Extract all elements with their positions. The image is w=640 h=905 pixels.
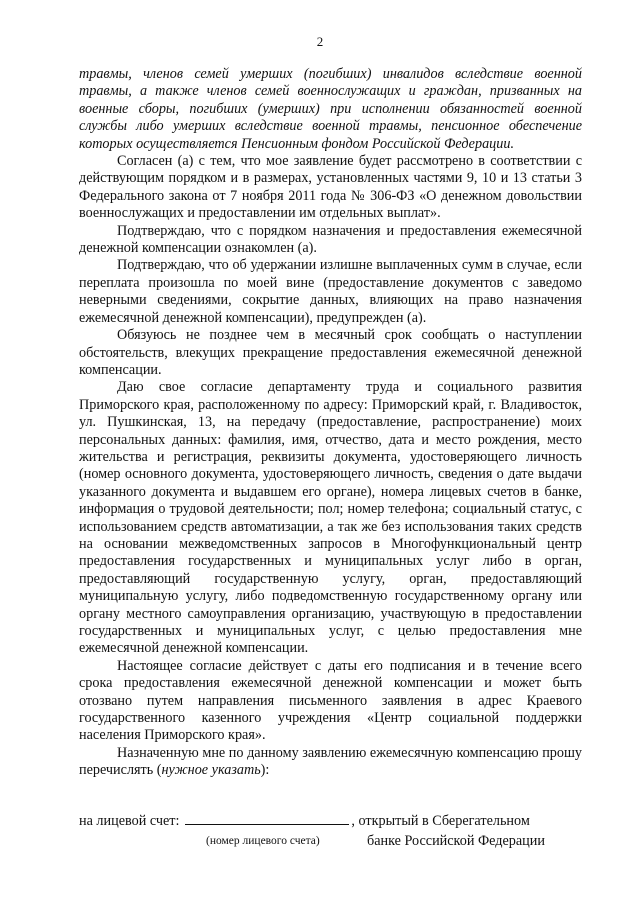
paragraph-transfer-request	[79, 745, 582, 780]
page-number: 2	[316, 34, 324, 49]
bank-name: банке Российской Федерации	[367, 833, 545, 849]
document-body	[79, 66, 582, 780]
account-number-hint: (номер лицевого счета)	[206, 835, 320, 847]
transfer-line1: Назначенную мне по данному заявлению ежемесячную компенсацию	[117, 744, 539, 761]
paragraph-consent-law: Согласен (а) с тем, что мое заявление будет рассмотрено в соответствии с действующим порядком и в размерах, установленных частями 9, 10 и 13 статьи 3 Федерального закона от 7 ноября 2011 года № 306-ФЗ «О денежном довольствии военнослужащих и предоставлении им отдельных выплат».	[79, 153, 582, 222]
paragraph-personal-data-consent: Даю свое согласие департаменту труда и социального развития Приморского края, расположенному по адресу: Приморский край, г. Владивосток, ул. Пушкинская, 13, на передачу (предоставление, распространение) моих персональных данных: фамилия, имя, отчество, дата и место рождения, место жительства и регистрация, реквизиты документа, удостоверяющего личность (номер основного документа, удостоверяющего личность, сведения о дате выдачи указанного документа и выдавшем его органе), номера лицевых счетов в банке, информация о трудовой деятельности; пол; номер телефона; социальный статус, с использованием средств автоматизации, а так же без использования таких средств на основании межведомственных запросов в Многофункциональный центр предоставления государственных и муниципальных услуг либо в орган, предоставляющий государственную услугу, орган, предоставляющий муниципальную услугу, либо подведомственную государственному органу или органу местного самоуправления организацию, участвующую в предоставлении государственных и муниципальных услуг, с целью предоставления мне ежемесячной денежной компенсации.	[79, 379, 582, 657]
paragraph-overpayment: Подтверждаю, что об удержании излишне выплаченных сумм в случае, если переплата произошла по моей вине (предоставление документов с заведомо неверными сведениями, сокрытие данных, влияющих на право назначения ежемесячной денежной компенсации), предупрежден (а).	[79, 257, 582, 326]
account-label: на лицевой счет:	[79, 813, 180, 829]
account-opened-in: , открытый в Сберегательном	[351, 813, 530, 829]
paragraph-procedure-acknowledged: Подтверждаю, что с порядком назначения и предоставления ежемесячной денежной компенсации ознакомлен (а).	[79, 222, 582, 257]
paragraph-continuation: травмы, членов семей умерших (погибших) инвалидов вследствие военной травмы, а также членов семей военнослужащих и граждан, призванных на военные сборы, погибших (умерших) при исполнении обязанностей военной службы либо умерших вследствие военной травмы, пенсионное обеспечение которых осуществляется Пенсионным фондом Российской Федерации.	[79, 66, 582, 152]
paragraph-obligation: Обязуюсь не позднее чем в месячный срок сообщать о наступлении обстоятельств, влекущих прекращение предоставления ежемесячной денежной компенсации.	[79, 327, 582, 378]
account-number-field[interactable]	[185, 811, 349, 825]
transfer-line2-suffix: ):	[260, 762, 270, 779]
account-row	[79, 811, 584, 830]
paragraph-consent-duration: Настоящее согласие действует с даты его подписания и в течение всего срока предоставления ежемесячной денежной компенсации и может быть отозвано путем направления письменного заявления в адрес Краевого государственного казенного учреждения «Центр социальной поддержки населения Приморского края».	[79, 657, 582, 744]
transfer-choose-hint: нужное указать	[161, 762, 261, 779]
transfer-line2-prefix: прошу перечислять (	[79, 744, 583, 779]
